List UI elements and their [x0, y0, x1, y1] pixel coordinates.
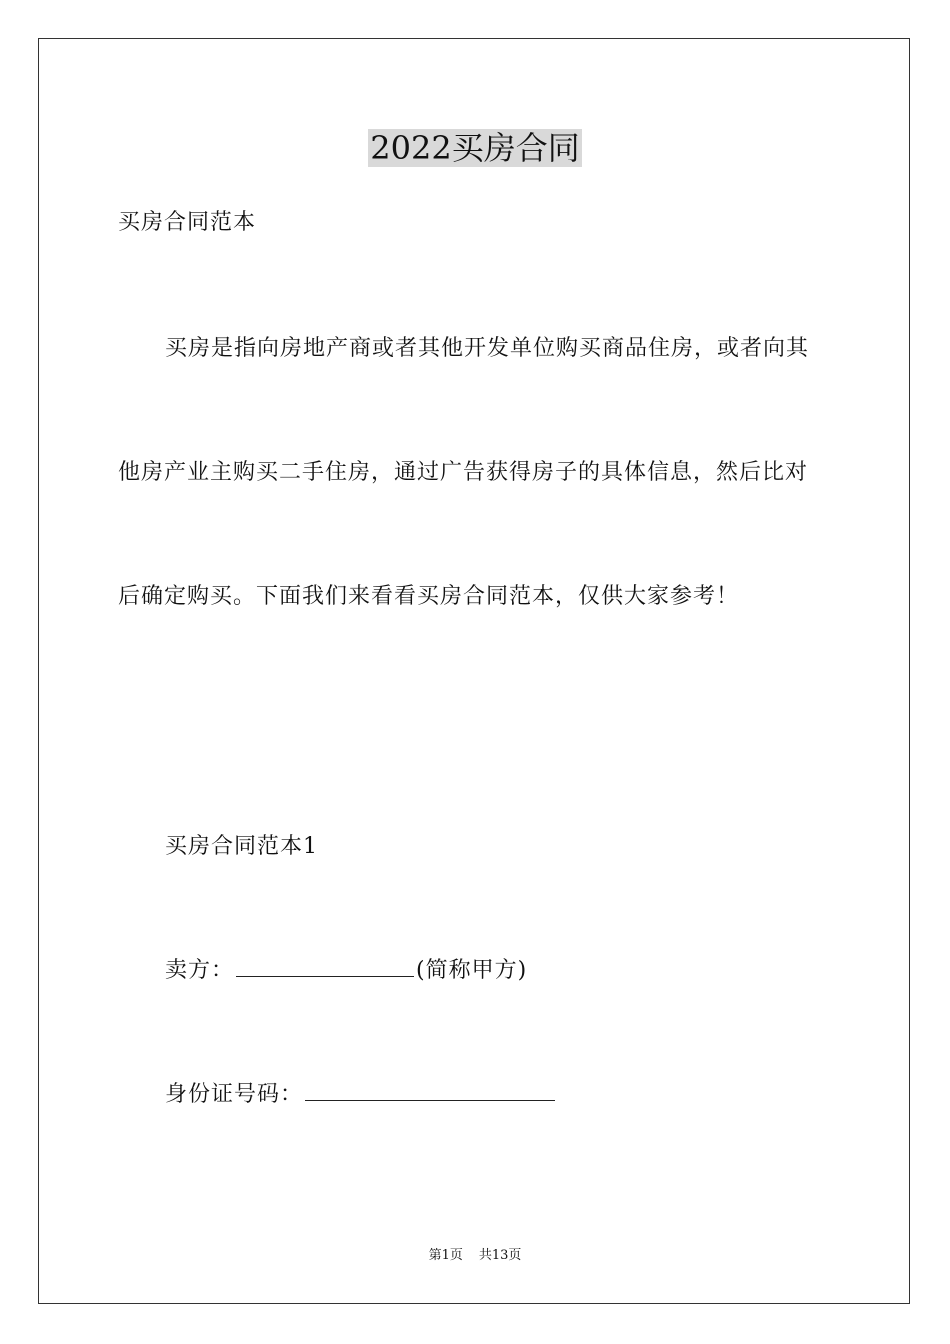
page-total: 共13页 — [478, 1248, 522, 1263]
page-footer — [0, 1247, 950, 1265]
document-title-text: 2022买房合同 — [370, 129, 580, 167]
seller-note: (简称甲方) — [416, 958, 528, 983]
id-number-line — [165, 1080, 557, 1110]
id-number-label: 身份证号码： — [165, 1082, 304, 1107]
document-title — [0, 126, 950, 170]
intro-line-2: 他房产业主购买二手住房，通过广告获得房子的具体信息，然后比对 — [118, 460, 809, 485]
seller-label: 卖方： — [165, 958, 235, 983]
intro-line-3: 后确定购买。下面我们来看看买房合同范本，仅供大家参考！ — [118, 584, 740, 609]
page-current: 第1页 — [428, 1248, 463, 1263]
seller-line — [165, 956, 527, 986]
intro-line-1: 买房是指向房地产商或者其他开发单位购买商品住房，或者向其 — [165, 336, 810, 361]
section-heading: 买房合同范本1 — [165, 834, 318, 859]
seller-blank-field[interactable] — [236, 956, 414, 977]
id-number-blank-field[interactable] — [305, 1080, 555, 1101]
document-subtitle: 买房合同范本 — [118, 210, 257, 235]
